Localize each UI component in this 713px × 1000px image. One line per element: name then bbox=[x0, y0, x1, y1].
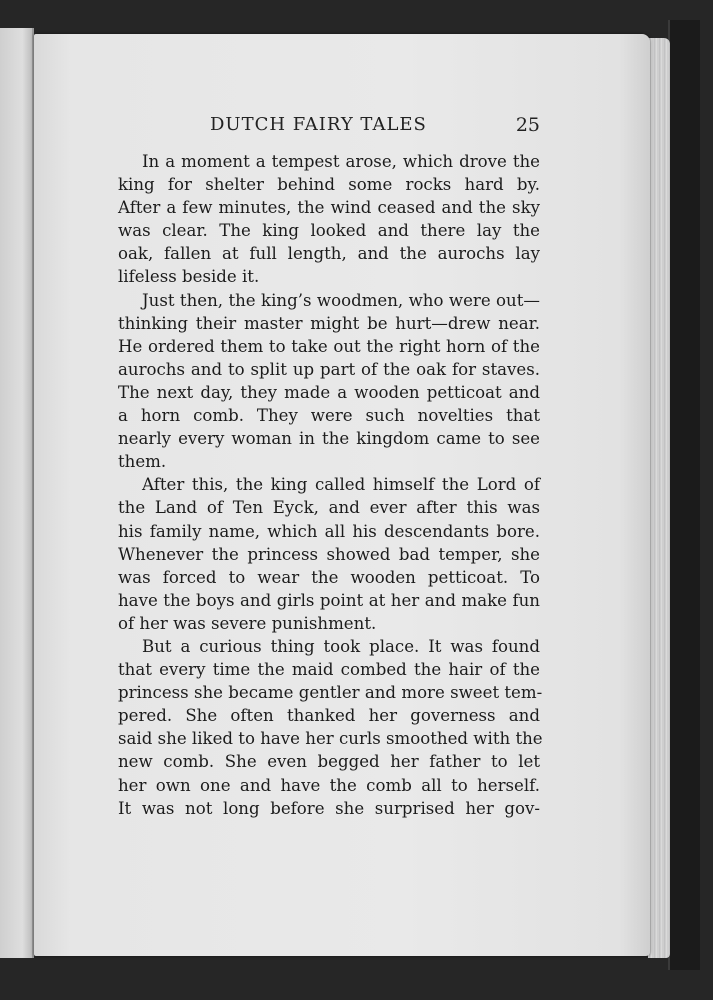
body-text bbox=[118, 150, 543, 820]
page-stack-edges bbox=[648, 38, 670, 958]
page-number: 25 bbox=[515, 114, 540, 136]
text-line: have the boys and girls point at her and make fun bbox=[118, 590, 540, 610]
text-line: a horn comb. They were such novelties that bbox=[118, 406, 540, 426]
text-line: aurochs and to split up part of the oak for staves. bbox=[118, 359, 540, 379]
text-line: the Land of Ten Eyck, and ever after this was bbox=[118, 498, 540, 518]
running-head bbox=[96, 114, 540, 140]
book-cover-edge bbox=[668, 20, 700, 970]
text-line: oak, fallen at full length, and the aurochs lay bbox=[118, 244, 540, 264]
text-line: of her was severe punishment. bbox=[118, 613, 377, 633]
text-line: Whenever the princess showed bad temper, she bbox=[118, 544, 540, 564]
text-line: After this, the king called himself the Lord of bbox=[142, 475, 540, 495]
text-line: said she liked to have her curls smoothed with the bbox=[118, 729, 543, 749]
text-line: his family name, which all his descendants bore. bbox=[118, 521, 540, 541]
text-line: her own one and have the comb all to herself. bbox=[118, 775, 540, 795]
text-line: It was not long before she surprised her gov- bbox=[118, 798, 540, 818]
text-line: But a curious thing took place. It was found bbox=[142, 636, 540, 656]
text-line: king for shelter behind some rocks hard by. bbox=[118, 175, 540, 195]
text-line: pered. She often thanked her governess and bbox=[118, 706, 540, 726]
text-line: was clear. The king looked and there lay the bbox=[118, 221, 540, 241]
running-head-title: DUTCH FAIRY TALES bbox=[210, 114, 427, 135]
left-page-edge bbox=[0, 28, 34, 958]
text-line: that every time the maid combed the hair of the bbox=[118, 660, 540, 680]
text-line: princess she became gentler and more sweet tem- bbox=[118, 683, 543, 703]
text-line: Just then, the king’s woodmen, who were out— bbox=[142, 290, 540, 310]
text-line: them. bbox=[118, 452, 167, 472]
text-line: In a moment a tempest arose, which drove the bbox=[142, 152, 540, 171]
text-line: was forced to wear the wooden petticoat. To bbox=[118, 567, 540, 587]
text-line: thinking their master might be hurt—drew near. bbox=[118, 313, 540, 333]
text-line: The next day, they made a wooden petticoat and bbox=[118, 382, 540, 402]
text-line: He ordered them to take out the right horn of the bbox=[118, 336, 540, 356]
text-line: new comb. She even begged her father to let bbox=[118, 752, 540, 772]
text-line: After a few minutes, the wind ceased and the sky bbox=[118, 198, 540, 218]
text-line: nearly every woman in the kingdom came to see bbox=[118, 429, 540, 449]
text-line: lifeless beside it. bbox=[118, 267, 260, 287]
